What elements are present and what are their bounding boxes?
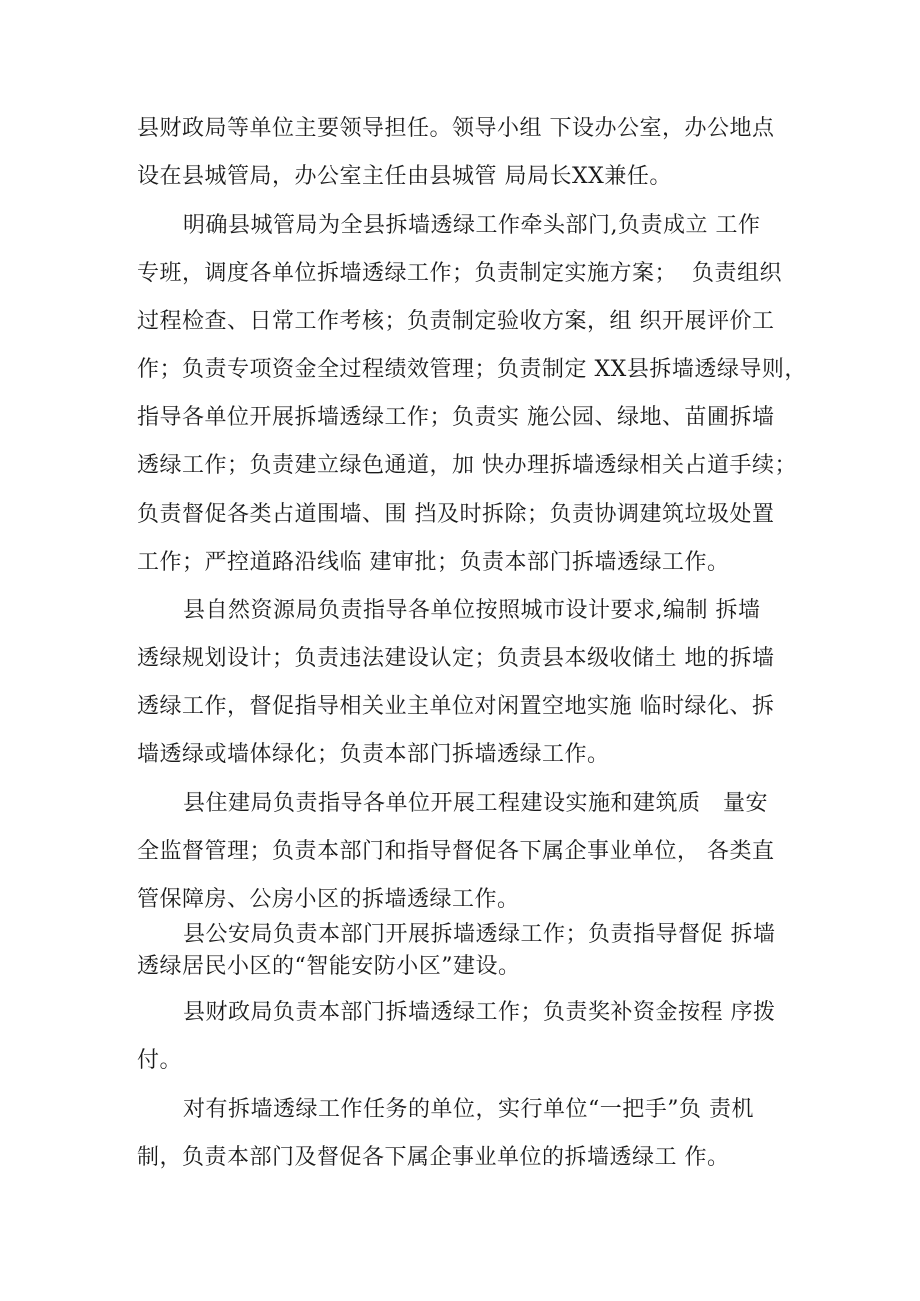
text-line: 对有拆墙透绿工作任务的单位，实行单位“一把手”负 责机 <box>183 1097 754 1122</box>
text-line: 县自然资源局负责指导各单位按照城市设计要求,编制 拆墙 <box>183 598 761 623</box>
text-line: 县财政局负责本部门拆墙透绿工作；负责奖补资金按程 序拨 <box>183 1000 776 1025</box>
text-line: 透绿工作，督促指导相关业主单位对闲置空地实施 临时绿化、拆 <box>137 694 775 719</box>
text-line: 明确县城管局为全县拆墙透绿工作牵头部门,负责成立 工作 <box>183 213 761 238</box>
text-line: 透绿规划设计；负责违法建设认定；负责县本级收储土 地的拆墙 <box>137 646 775 671</box>
text-line: 透绿工作；负责建立绿色通道，加 快办理拆墙透绿相关占道手续； <box>137 453 797 478</box>
text-line: 制，负责本部门及督促各下属企事业单位的拆墙透绿工 作。 <box>137 1145 730 1170</box>
text-line: 县财政局等单位主要领导担任。领导小组 下设办公室，办公地点 <box>137 116 775 141</box>
text-line: 县公安局负责本部门开展拆墙透绿工作；负责指导督促 拆墙 <box>183 922 776 947</box>
text-line: 工作；严控道路沿线临 建审批；负责本部门拆墙透绿工作。 <box>137 550 730 575</box>
text-line: 专班，调度各单位拆墙透绿工作；负责制定实施方案； 负责组织 <box>137 261 782 286</box>
text-line: 设在县城管局，办公室主任由县城管 局局长XX兼任。 <box>137 164 672 189</box>
text-line: 墙透绿或墙体绿化；负责本部门拆墙透绿工作。 <box>137 742 610 767</box>
text-line: 作；负责专项资金全过程绩效管理；负责制定 XX县拆墙透绿导则， <box>137 357 807 382</box>
text-line: 县住建局负责指导各单位开展工程建设实施和建筑质 量安 <box>183 791 768 816</box>
text-line: 管保障房、公房小区的拆墙透绿工作。 <box>137 887 520 912</box>
text-line: 负责督促各类占道围墙、围 挡及时拆除；负责协调建筑垃圾处置 <box>137 502 775 527</box>
text-line: 过程检查、日常工作考核；负责制定验收方案，组 织开展评价工 <box>137 309 775 334</box>
text-line: 透绿居民小区的“智能安防小区”建设。 <box>137 954 521 979</box>
text-line: 指导各单位开展拆墙透绿工作；负责实 施公园、绿地、苗圃拆墙 <box>137 405 775 430</box>
text-line: 全监督管理；负责本部门和指导督促各下属企事业单位， 各类直 <box>137 839 775 864</box>
text-line: 付。 <box>137 1048 183 1073</box>
